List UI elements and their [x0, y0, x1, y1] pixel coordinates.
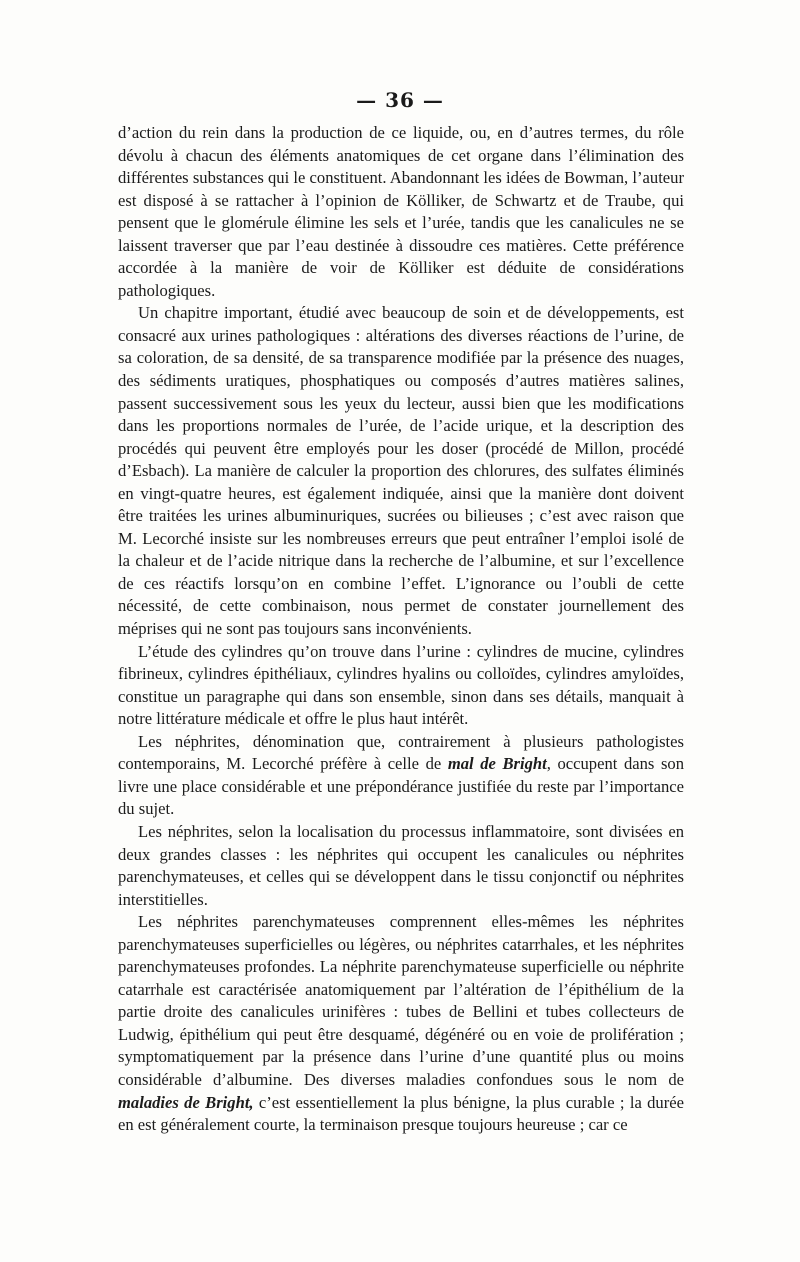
paragraph-3: L’étude des cylindres qu’on trouve dans l’urine : cylindres de mucine, cylindres fibrineux, cylindres épithéliaux, cylindres hyalins ou colloïdes, cylindres amyloïdes, constitue un paragraphe qui dans son ensemble, sinon dans ses détails, manquait à notre littérature médicale et offre le plus haut intérêt. [118, 641, 684, 729]
paragraph-6 [118, 911, 684, 1136]
body-text [118, 122, 684, 1137]
paragraph-4-text-end: , occupent dans son livre une place considérable et une prépondérance justifiée du reste par l’importance du sujet. [118, 754, 684, 819]
paragraph-1: d’action du rein dans la production de ce liquide, ou, en d’autres termes, du rôle dévolu à chacun des éléments anatomiques de cet organe dans l’élimination des différentes substances qui le constituent. Abandonnant les idées de Bowman, l’auteur est disposé à se rattacher à l’opinion de Kölliker, de Schwartz et de Traube, qui pensent que le glomérule élimine les sels et l’urée, tandis que les canalicules ne se laissent traverser que par l’eau destinée à dissoudre ces matières. Cette préférence accordée à la manière de voir de Kölliker est déduite de considérations pathologiques. [118, 123, 684, 300]
paragraph-6-text-end: c’est essentiellement la plus bénigne, la plus curable ; la durée en est généralement courte, la terminaison presque toujours heureuse ; car ce [118, 1092, 684, 1135]
paragraph-6-text-start: Les néphrites parenchymateuses comprennent elles-mêmes les néphrites parenchymateuses superficielles ou légères, ou néphrites catarrhales, et les néphrites parenchymateuses profondes. La néphrite parenchymateuse superficielle ou néphrite catarrhale est caractérisée anatomiquement par l’altération de l’épithélium de la partie droite des canalicules urinifères : tubes de Bellini et tubes collecteurs de Ludwig, épithélium qui peut être desquamé, dégénéré ou en voie de prolifération ; symptomatiquement par la présence dans l’urine d’une quantité plus ou moins considérable d’albumine. Des diverses maladies confondues sous le nom de [118, 912, 684, 1089]
paragraph-6-italic-term: maladies de Bright, [118, 1092, 254, 1112]
paragraph-2: Un chapitre important, étudié avec beaucoup de soin et de développements, est consacré aux urines pathologiques : altérations des diverses réactions de l’urine, de sa coloration, de sa densité, de sa transparence modifiée par la présence des nuages, des sédiments uratiques, phosphatiques ou composés d’autres matières salines, passent successivement sous les yeux du lecteur, aussi bien que les modifications dans les proportions normales de l’urée, de l’acide urique, et la description des procédés qui peuvent être employés pour les doser (procédé de Millon, procédé d’Esbach). La manière de calculer la proportion des chlorures, des sulfates éliminés en vingt-quatre heures, est également indiquée, ainsi que la manière dont doivent être traitées les urines albuminuriques, sucrées ou bilieuses ; c’est avec raison que M. Lecorché insiste sur les nombreuses erreurs que peut entraîner l’emploi isolé de la chaleur et de l’acide nitrique dans la recherche de l’albumine, et sur l’excellence de ces réactifs lorsqu’on en combine l’effet. L’ignorance ou l’oubli de cette nécessité, de cette combinaison, nous permet de constater journellement des méprises qui ne sont pas toujours sans inconvénients. [118, 303, 684, 639]
paragraph-4-italic-term: mal de Bright [447, 754, 547, 774]
paragraph-4 [118, 731, 684, 821]
paragraph-4-text-start: Les néphrites, dénomination que, contrairement à plusieurs pathologistes contemporains, M. Lecorché préfère à celle de [118, 731, 684, 774]
paragraph-5: Les néphrites, selon la localisation du processus inflammatoire, sont divisées en deux grandes classes : les néphrites qui occupent les canalicules ou néphrites parenchymateuses, et celles qui se développent dans le tissu conjonctif ou néphrites interstitielles. [118, 821, 684, 909]
page-number: — 36 — [356, 88, 444, 112]
